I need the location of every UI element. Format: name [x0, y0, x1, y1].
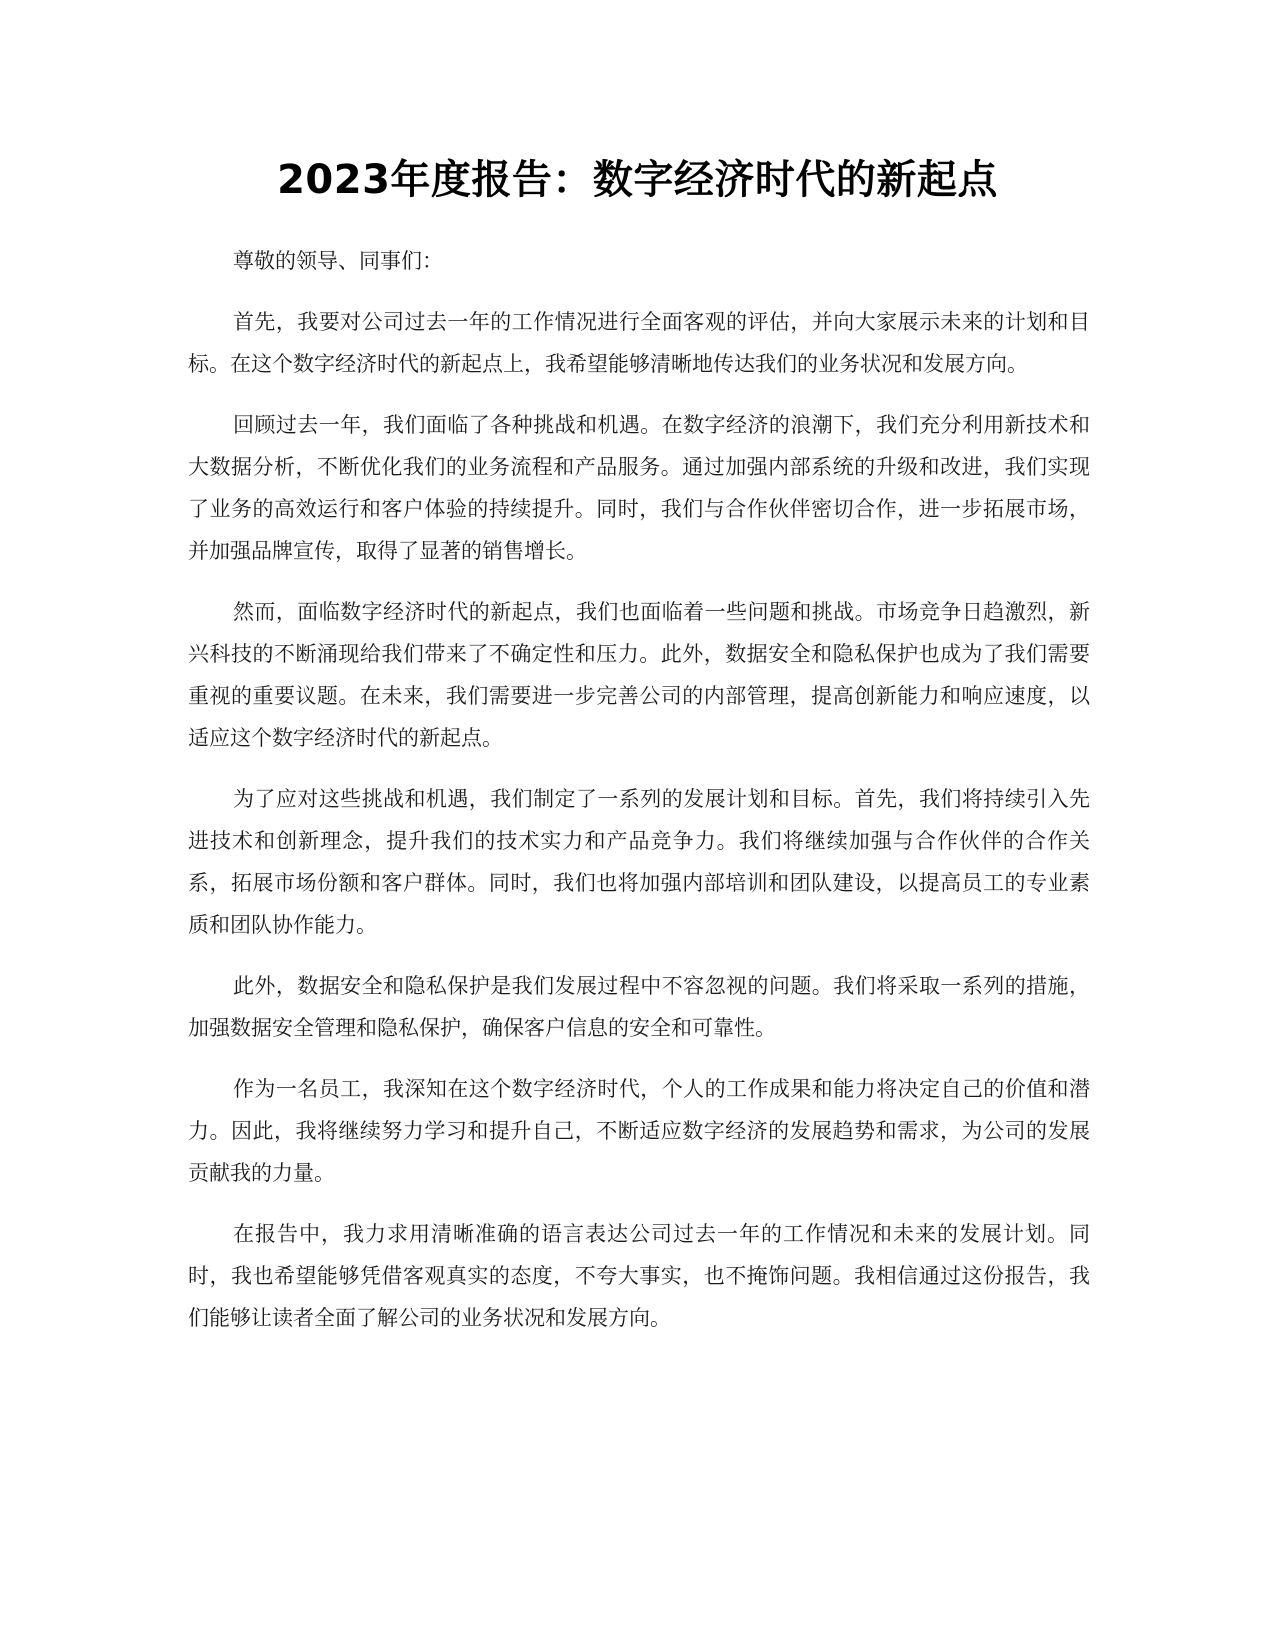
document-body [188, 240, 1090, 1358]
salutation: 尊敬的领导、同事们： [233, 249, 443, 273]
paragraph-intro: 首先，我要对公司过去一年的工作情况进行全面客观的评估，并向大家展示未来的计划和目标。在这个数字经济时代的新起点上，我希望能够清晰地传达我们的业务状况和发展方向。 [188, 310, 1090, 376]
paragraph-review: 回顾过去一年，我们面临了各种挑战和机遇。在数字经济的浪潮下，我们充分利用新技术和大数据分析，不断优化我们的业务流程和产品服务。通过加强内部系统的升级和改进，我们实现了业务的高效运行和客户体验的持续提升。同时，我们与合作伙伴密切合作，进一步拓展市场，并加强品牌宣传，取得了显著的销售增长。 [188, 413, 1090, 563]
paragraph-conclusion: 在报告中，我力求用清晰准确的语言表达公司过去一年的工作情况和未来的发展计划。同时，我也希望能够凭借客观真实的态度，不夸大事实，也不掩饰问题。我相信通过这份报告，我们能够让读者全面了解公司的业务状况和发展方向。 [188, 1222, 1090, 1330]
paragraph-personal: 作为一名员工，我深知在这个数字经济时代，个人的工作成果和能力将决定自己的价值和潜力。因此，我将继续努力学习和提升自己，不断适应数字经济的发展趋势和需求，为公司的发展贡献我的力量。 [188, 1077, 1090, 1185]
paragraph-challenges: 然而，面临数字经济时代的新起点，我们也面临着一些问题和挑战。市场竞争日趋激烈，新兴科技的不断涌现给我们带来了不确定性和压力。此外，数据安全和隐私保护也成为了我们需要重视的重要议题。在未来，我们需要进一步完善公司的内部管理，提高创新能力和响应速度，以适应这个数字经济时代的新起点。 [188, 600, 1090, 750]
document-title: 2023年度报告：数字经济时代的新起点 [277, 157, 998, 203]
paragraph-data-security: 此外，数据安全和隐私保护是我们发展过程中不容忽视的问题。我们将采取一系列的措施，加强数据安全管理和隐私保护，确保客户信息的安全和可靠性。 [188, 974, 1090, 1040]
paragraph-plans: 为了应对这些挑战和机遇，我们制定了一系列的发展计划和目标。首先，我们将持续引入先进技术和创新理念，提升我们的技术实力和产品竞争力。我们将继续加强与合作伙伴的合作关系，拓展市场份额和客户群体。同时，我们也将加强内部培训和团队建设，以提高员工的专业素质和团队协作能力。 [188, 787, 1090, 937]
